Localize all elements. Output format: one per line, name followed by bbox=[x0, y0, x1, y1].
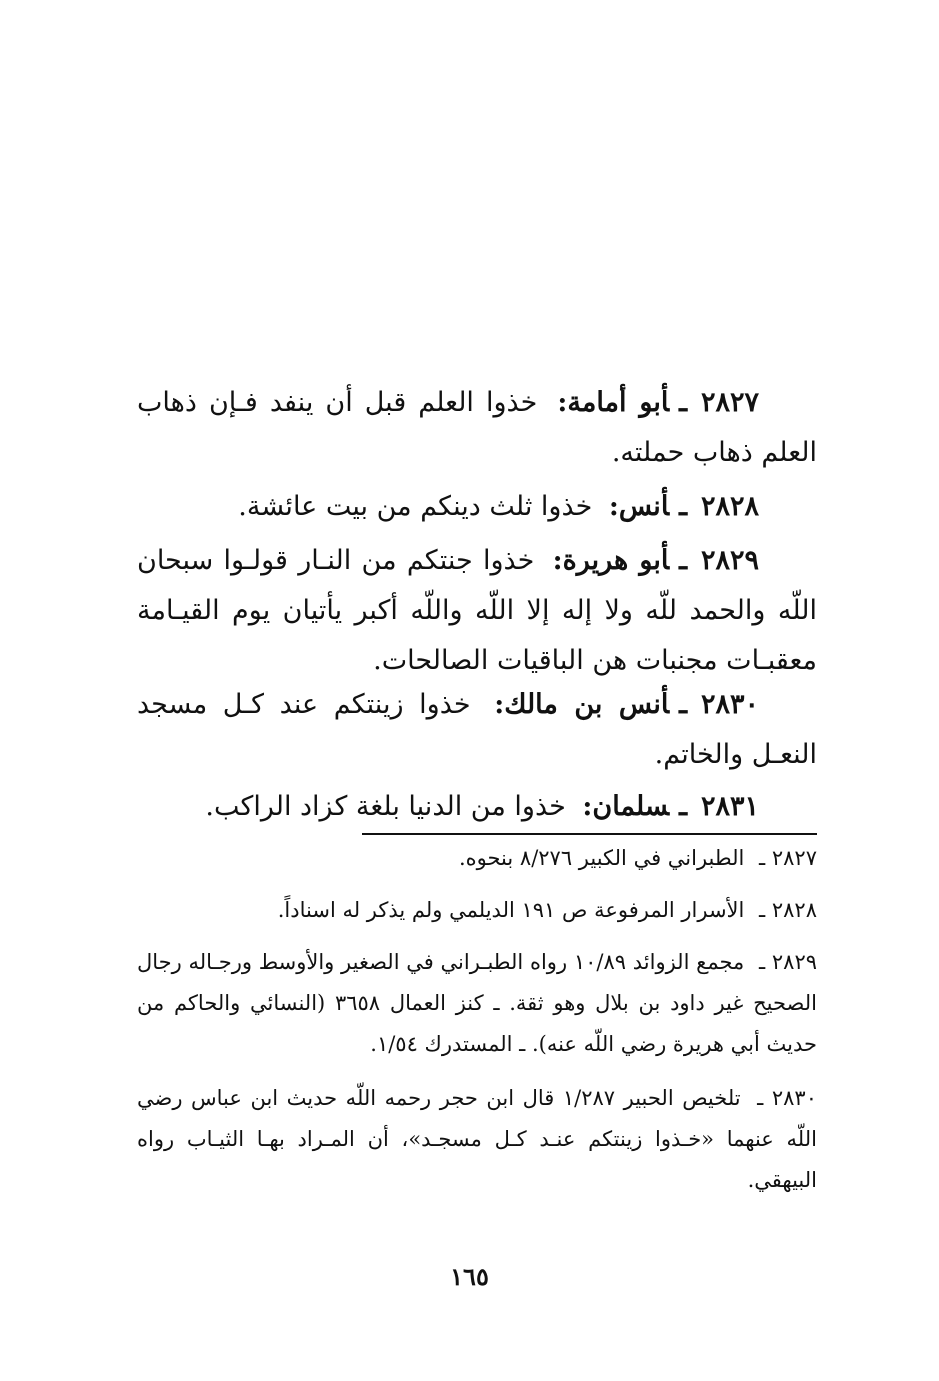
hadith-number: ٢٨٢٨ bbox=[700, 491, 759, 522]
footnote-number: ٢٨٢٩ ـ bbox=[759, 950, 818, 974]
hadith-narrator: سلمان: bbox=[582, 791, 670, 822]
hadith-entry bbox=[137, 536, 817, 686]
hadith-narrator: أنس: bbox=[608, 491, 670, 522]
footnote bbox=[137, 890, 817, 931]
hadith-entry bbox=[137, 482, 817, 532]
hadith-separator: ـ bbox=[679, 791, 687, 822]
hadith-text: خذوا زينتكم عند كـل مسجد النعـل والخاتم. bbox=[137, 689, 817, 770]
footnote-text: الطبراني في الكبير ٨/٢٧٦ بنحوه. bbox=[458, 846, 745, 870]
hadith-narrator: أبو هريرة: bbox=[552, 545, 670, 576]
footnote-number: ٢٨٣٠ ـ bbox=[757, 1086, 817, 1110]
hadith-text: خذوا جنتكم من النـار قولـوا سبحان اللّه والحمد للّه ولا إله إلا اللّه واللّه أكبر يأتيان يوم القيـامة معقبـات مجنبات هن الباقيات الصالحات. bbox=[137, 545, 817, 676]
hadith-narrator: أبو أمامة: bbox=[557, 387, 670, 418]
hadith-text: خذوا العلم قبل أن ينفد فـإن ذهاب العلم ذهاب حملته. bbox=[137, 387, 817, 468]
hadith-number: ٢٨٢٧ bbox=[700, 387, 759, 418]
footnote-number: ٢٨٢٨ ـ bbox=[759, 898, 817, 922]
hadith-entry bbox=[137, 378, 817, 478]
footnote bbox=[137, 838, 817, 879]
footnote-number: ٢٨٢٧ ـ bbox=[759, 846, 817, 870]
hadith-separator: ـ bbox=[679, 689, 687, 720]
hadith-separator: ـ bbox=[679, 387, 687, 418]
hadith-entry bbox=[137, 680, 817, 780]
hadith-number: ٢٨٢٩ bbox=[700, 545, 759, 576]
footnote-text: مجمع الزوائد ١٠/٨٩ رواه الطبـراني في الصغير والأوسط ورجـاله رجال الصحيح غير داود بن بلال وهو ثقة. ـ كنز العمال ٣٦٥٨ (النسائي والحاكم من حديث أبي هريرة رضي اللّه عنه). ـ المستدرك ١/٥٤. bbox=[137, 950, 817, 1056]
hadith-text: خذوا ثلث دينكم من بيت عائشة. bbox=[238, 491, 593, 522]
hadith-narrator: أنس بن مالك: bbox=[494, 689, 670, 720]
footnote-text: تلخيص الحبير ١/٢٨٧ قال ابن حجر رحمه اللّه حديث ابن عباس رضي اللّه عنهما «خـذوا زينتكم عنـد كـل مسجـد»، أن المـراد بهـا الثيـاب رواه البيهقي. bbox=[137, 1086, 817, 1192]
hadith-separator: ـ bbox=[679, 491, 687, 522]
hadith-number: ٢٨٣١ bbox=[700, 791, 759, 822]
footnote-text: الأسرار المرفوعة ص ١٩١ الديلمي ولم يذكر له اسناداً. bbox=[277, 898, 745, 922]
hadith-number: ٢٨٣٠ bbox=[700, 689, 759, 720]
page-number: ١٦٥ bbox=[450, 1262, 489, 1291]
hadith-separator: ـ bbox=[679, 545, 687, 576]
hadith-entry bbox=[137, 782, 817, 832]
footnote bbox=[137, 1078, 817, 1201]
footnote-divider bbox=[362, 833, 817, 835]
hadith-text: خذوا من الدنيا بلغة كزاد الراكب. bbox=[205, 791, 566, 822]
footnote bbox=[137, 942, 817, 1065]
